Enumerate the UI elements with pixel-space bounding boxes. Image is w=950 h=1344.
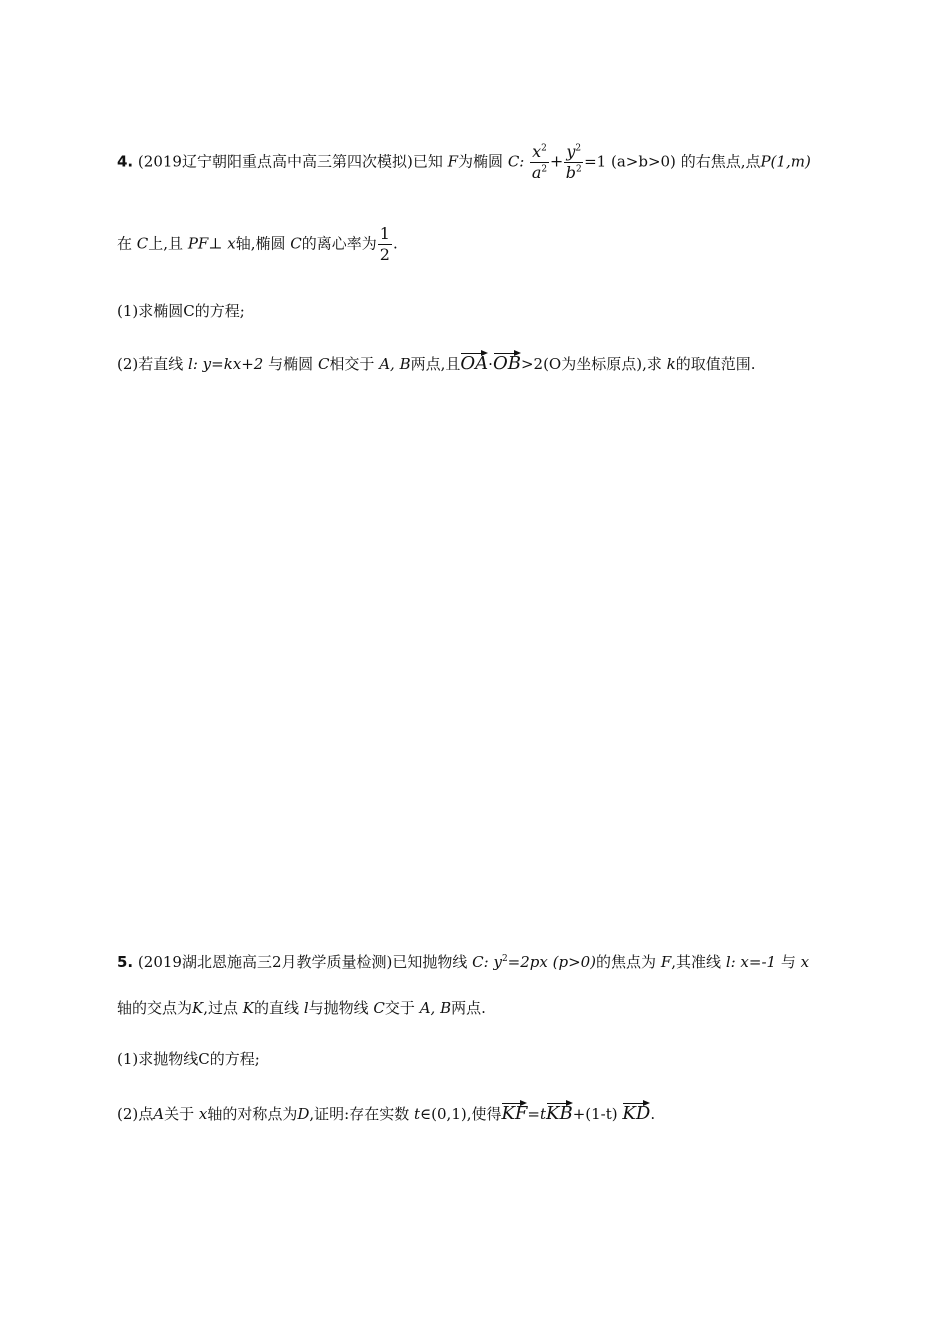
q5-part1: (1)求抛物线C的方程;	[117, 1050, 260, 1068]
q5-line2: 轴的交点为K,过点 K的直线 l与抛物线 C交于 A, B两点.	[117, 999, 486, 1017]
q4-fraction-x2-a2: $\frac{x^2}{a^2}$	[531, 142, 548, 182]
q4-line1: 4. (2019辽宁朝阳重点高中高三第四次模拟)已知 F为椭圆 C: $\frac{x^2}{a^2}$ + $\frac{y^2}{b^2}$ =1 (a>b>0) 的右焦点,点P(1,m)	[117, 142, 811, 182]
q4-part1: (1)求椭圆C的方程;	[117, 302, 245, 320]
q5-number: 5.	[117, 953, 134, 971]
q4-part2: (2)若直线 l: y=kx+2 与椭圆 C相交于 A, B两点,且OA·OB>2(O为坐标原点),求 k的取值范围.	[117, 350, 756, 375]
vector-kf: KF	[501, 1100, 527, 1124]
q5-part2: (2)点A关于 x轴的对称点为D,证明:存在实数 t∈(0,1),使得KF=tKB+(1-t) KD.	[117, 1100, 655, 1125]
vector-ob: OB	[493, 350, 521, 374]
vector-oa: OA	[460, 350, 488, 374]
q4-number: 4.	[117, 152, 134, 171]
vector-kd: KD	[622, 1100, 650, 1124]
q4-fraction-half: $\frac{1}{2}$	[379, 224, 390, 264]
q5-line1: 5. (2019湖北恩施高三2月教学质量检测)已知抛物线 C: $y^2=2px$ (p>0)的焦点为 F,其准线 l: x=-1 与 x	[117, 953, 810, 971]
q5-source: (2019湖北恩施高三2月教学质量检测)	[137, 953, 393, 971]
q4-source: (2019辽宁朝阳重点高中高三第四次模拟)	[137, 152, 413, 171]
q4-line2: 在 C上,且 PF⊥ x轴,椭圆 C的离心率为 $\frac{1}{2}$ .	[117, 224, 398, 264]
vector-kb: KB	[546, 1100, 573, 1124]
q4-fraction-y2-b2: $\frac{y^2}{b^2}$	[565, 142, 582, 182]
